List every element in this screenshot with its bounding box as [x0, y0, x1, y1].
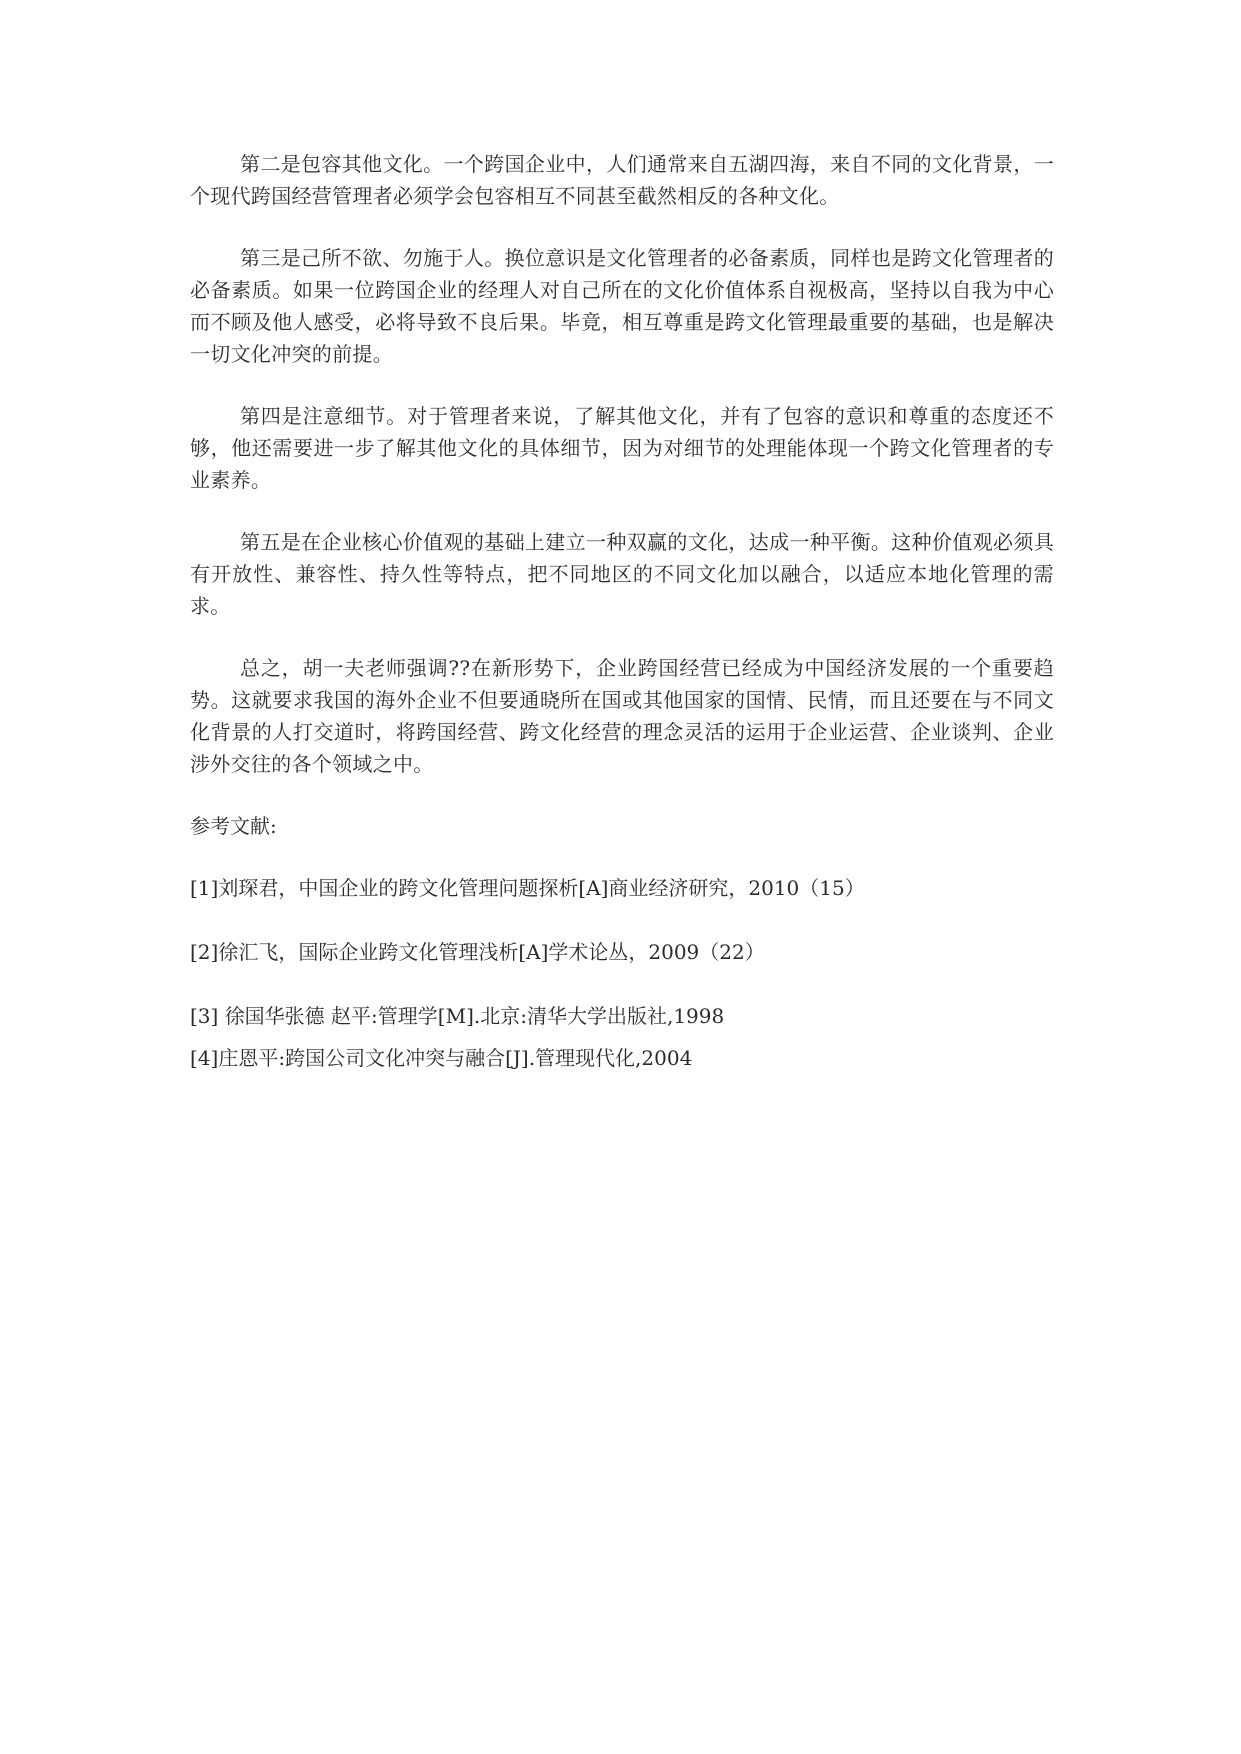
reference-item: [3] 徐国华张德 赵平:管理学[M].北京:清华大学出版社,1998: [190, 1004, 725, 1028]
reference-item: [2]徐汇飞，国际企业跨文化管理浅析[A]学术论丛，2009（22）: [190, 940, 765, 964]
paragraph-details: 第四是注意细节。对于管理者来说，了解其他文化，并有了包容的意识和尊重的态度还不够，他还需要进一步了解其他文化的具体细节，因为对细节的处理能体现一个跨文化管理者的专业素养。: [190, 404, 1054, 492]
reference-item: [1]刘琛君，中国企业的跨文化管理问题探析[A]商业经济研究，2010（15）: [190, 876, 865, 900]
references-heading: 参考文献:: [190, 814, 277, 838]
paragraph-empathy: 第三是己所不欲、勿施于人。换位意识是文化管理者的必备素质，同样也是跨文化管理者的必备素质。如果一位跨国企业的经理人对自己所在的文化价值体系自视极高，坚持以自我为中心而不顾及他人感受，必将导致不良后果。毕竟，相互尊重是跨文化管理最重要的基础，也是解决一切文化冲突的前提。: [190, 246, 1054, 366]
document-body: [190, 148, 1054, 1106]
paragraph-conclusion: 总之，胡一夫老师强调??在新形势下，企业跨国经营已经成为中国经济发展的一个重要趋势。这就要求我国的海外企业不但要通晓所在国或其他国家的国情、民情，而且还要在与不同文化背景的人打交道时，将跨国经营、跨文化经营的理念灵活的运用于企业运营、企业谈判、企业涉外交往的各个领域之中。: [190, 656, 1054, 776]
paragraph-inclusion: 第二是包容其他文化。一个跨国企业中，人们通常来自五湖四海，来自不同的文化背景，一个现代跨国经营管理者必须学会包容相互不同甚至截然相反的各种文化。: [190, 152, 1054, 208]
paragraph-win-win: 第五是在企业核心价值观的基础上建立一种双赢的文化，达成一种平衡。这种价值观必须具有开放性、兼容性、持久性等特点，把不同地区的不同文化加以融合，以适应本地化管理的需求。: [190, 530, 1054, 618]
reference-item: [4]庄恩平:跨国公司文化冲突与融合[J].管理现代化,2004: [190, 1046, 693, 1070]
